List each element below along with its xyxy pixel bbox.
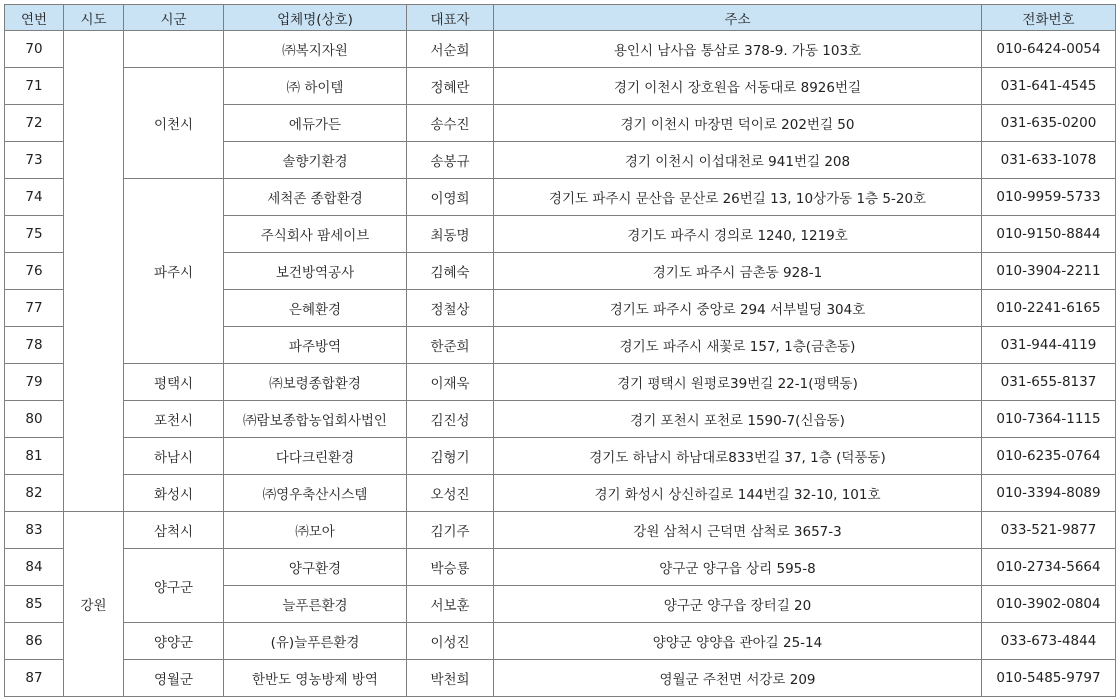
sigun-cell: [124, 31, 224, 68]
table-row: [5, 31, 1116, 68]
row-no: 87: [5, 660, 64, 697]
sigun-cell: 하남시: [124, 438, 224, 475]
company-cell: ㈜람보종합농업회사법인: [224, 401, 407, 438]
header-sigun: 시군: [124, 5, 224, 31]
representative-cell: 정혜란: [407, 68, 494, 105]
representative-cell: 박승룡: [407, 549, 494, 586]
sigun-cell: 파주시: [124, 179, 224, 364]
row-no: 79: [5, 364, 64, 401]
sido-cell: 강원: [64, 512, 124, 697]
address-cell: 경기 이천시 장호원읍 서동대로 8926번길: [494, 68, 982, 105]
header-no: 연번: [5, 5, 64, 31]
representative-cell: 오성진: [407, 475, 494, 512]
phone-cell: 031-641-4545: [982, 68, 1116, 105]
phone-cell: 010-5485-9797: [982, 660, 1116, 697]
phone-cell: 010-9959-5733: [982, 179, 1116, 216]
representative-cell: 김기주: [407, 512, 494, 549]
company-cell: 한반도 영농방제 방역: [224, 660, 407, 697]
company-cell: ㈜모아: [224, 512, 407, 549]
row-no: 74: [5, 179, 64, 216]
address-cell: 경기 이천시 마장면 덕이로 202번길 50: [494, 105, 982, 142]
sigun-cell: 포천시: [124, 401, 224, 438]
table-row: [5, 438, 1116, 475]
address-cell: 경기 화성시 상신하길로 144번길 32-10, 101호: [494, 475, 982, 512]
sigun-cell: 이천시: [124, 68, 224, 179]
address-cell: 경기도 파주시 금촌동 928-1: [494, 253, 982, 290]
header-company: 업체명(상호): [224, 5, 407, 31]
address-cell: 경기도 파주시 중앙로 294 서부빌딩 304호: [494, 290, 982, 327]
phone-cell: 010-7364-1115: [982, 401, 1116, 438]
address-cell: 경기도 파주시 경의로 1240, 1219호: [494, 216, 982, 253]
row-no: 85: [5, 586, 64, 623]
row-no: 82: [5, 475, 64, 512]
representative-cell: 이영희: [407, 179, 494, 216]
row-no: 77: [5, 290, 64, 327]
table-row: [5, 364, 1116, 401]
company-cell: ㈜영우축산시스템: [224, 475, 407, 512]
phone-cell: 031-635-0200: [982, 105, 1116, 142]
header-address: 주소: [494, 5, 982, 31]
phone-cell: 010-6424-0054: [982, 31, 1116, 68]
header-sido: 시도: [64, 5, 124, 31]
row-no: 76: [5, 253, 64, 290]
phone-cell: 010-3902-0804: [982, 586, 1116, 623]
representative-cell: 김형기: [407, 438, 494, 475]
company-cell: ㈜복지자원: [224, 31, 407, 68]
company-cell: ㈜ 하이템: [224, 68, 407, 105]
company-cell: ㈜보령종합환경: [224, 364, 407, 401]
sigun-cell: 영월군: [124, 660, 224, 697]
representative-cell: 이재욱: [407, 364, 494, 401]
phone-cell: 033-673-4844: [982, 623, 1116, 660]
representative-cell: 송수진: [407, 105, 494, 142]
address-cell: 경기도 하남시 하남대로833번길 37, 1층 (덕풍동): [494, 438, 982, 475]
representative-cell: 서순희: [407, 31, 494, 68]
phone-cell: 010-9150-8844: [982, 216, 1116, 253]
company-cell: 다다크린환경: [224, 438, 407, 475]
address-cell: 경기도 파주시 문산읍 문산로 26번길 13, 10상가동 1층 5-20호: [494, 179, 982, 216]
row-no: 73: [5, 142, 64, 179]
representative-cell: 김혜숙: [407, 253, 494, 290]
company-cell: 양구환경: [224, 549, 407, 586]
company-cell: 주식회사 팜세이브: [224, 216, 407, 253]
row-no: 71: [5, 68, 64, 105]
row-no: 70: [5, 31, 64, 68]
row-no: 72: [5, 105, 64, 142]
company-cell: (유)늘푸른환경: [224, 623, 407, 660]
sigun-cell: 삼척시: [124, 512, 224, 549]
representative-cell: 정철상: [407, 290, 494, 327]
table-row: [5, 512, 1116, 549]
row-no: 86: [5, 623, 64, 660]
table-row: [5, 401, 1116, 438]
row-no: 83: [5, 512, 64, 549]
address-cell: 경기도 파주시 새꽃로 157, 1층(금촌동): [494, 327, 982, 364]
table-row: [5, 660, 1116, 697]
sido-cell: [64, 31, 124, 512]
address-cell: 영월군 주천면 서강로 209: [494, 660, 982, 697]
row-no: 81: [5, 438, 64, 475]
representative-cell: 김진성: [407, 401, 494, 438]
sigun-cell: 평택시: [124, 364, 224, 401]
address-cell: 경기 평택시 원평로39번길 22-1(평택동): [494, 364, 982, 401]
representative-cell: 최동명: [407, 216, 494, 253]
address-cell: 강원 삼척시 근덕면 삼척로 3657-3: [494, 512, 982, 549]
address-cell: 양구군 양구읍 상리 595-8: [494, 549, 982, 586]
address-cell: 경기 이천시 이섭대천로 941번길 208: [494, 142, 982, 179]
header-representative: 대표자: [407, 5, 494, 31]
company-cell: 은혜환경: [224, 290, 407, 327]
phone-cell: 010-3904-2211: [982, 253, 1116, 290]
company-cell: 세척존 종합환경: [224, 179, 407, 216]
phone-cell: 010-3394-8089: [982, 475, 1116, 512]
sigun-cell: 양양군: [124, 623, 224, 660]
table-row: [5, 475, 1116, 512]
company-cell: 솔향기환경: [224, 142, 407, 179]
row-no: 75: [5, 216, 64, 253]
phone-cell: 031-655-8137: [982, 364, 1116, 401]
phone-cell: 010-2734-5664: [982, 549, 1116, 586]
table-row: [5, 179, 1116, 216]
phone-cell: 010-6235-0764: [982, 438, 1116, 475]
company-cell: 에듀가든: [224, 105, 407, 142]
row-no: 84: [5, 549, 64, 586]
company-cell: 늘푸른환경: [224, 586, 407, 623]
representative-cell: 박천희: [407, 660, 494, 697]
address-cell: 양구군 양구읍 장터길 20: [494, 586, 982, 623]
representative-cell: 한준희: [407, 327, 494, 364]
company-cell: 파주방역: [224, 327, 407, 364]
vendor-table: [4, 4, 1116, 697]
representative-cell: 이성진: [407, 623, 494, 660]
phone-cell: 033-521-9877: [982, 512, 1116, 549]
table-header-row: [5, 5, 1116, 31]
row-no: 80: [5, 401, 64, 438]
sigun-cell: 양구군: [124, 549, 224, 623]
header-phone: 전화번호: [982, 5, 1116, 31]
table-row: [5, 68, 1116, 105]
address-cell: 용인시 남사읍 통삼로 378-9. 가동 103호: [494, 31, 982, 68]
phone-cell: 031-633-1078: [982, 142, 1116, 179]
representative-cell: 서보훈: [407, 586, 494, 623]
address-cell: 양양군 양양읍 관아길 25-14: [494, 623, 982, 660]
table-row: [5, 623, 1116, 660]
phone-cell: 010-2241-6165: [982, 290, 1116, 327]
table-row: [5, 549, 1116, 586]
company-cell: 보건방역공사: [224, 253, 407, 290]
phone-cell: 031-944-4119: [982, 327, 1116, 364]
address-cell: 경기 포천시 포천로 1590-7(신읍동): [494, 401, 982, 438]
sigun-cell: 화성시: [124, 475, 224, 512]
row-no: 78: [5, 327, 64, 364]
representative-cell: 송봉규: [407, 142, 494, 179]
